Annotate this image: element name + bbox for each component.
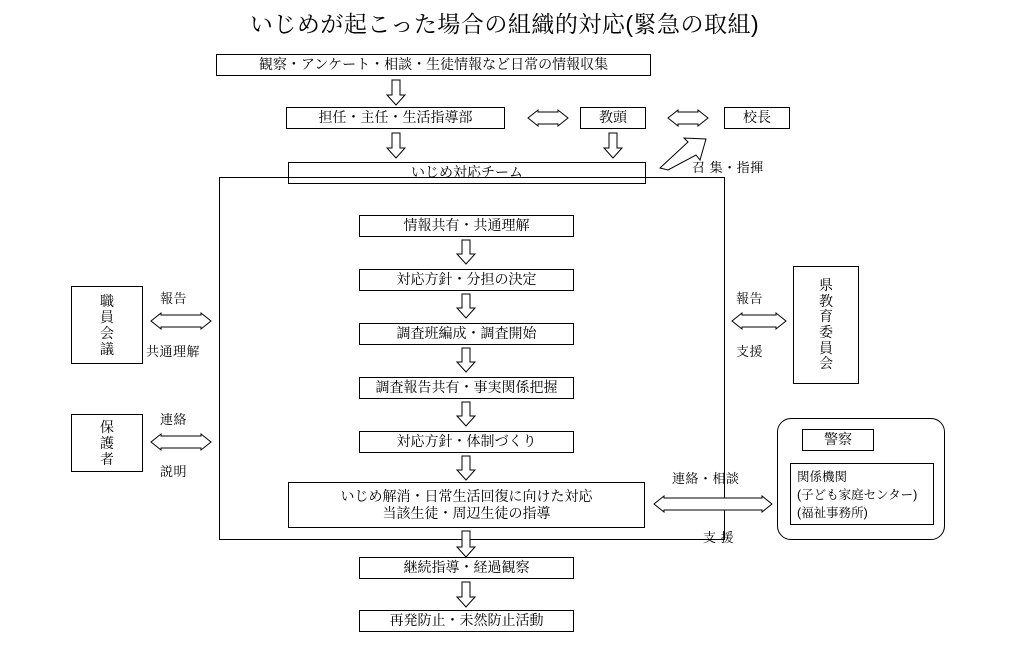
node-step4: 調査報告共有・事実関係把握 bbox=[359, 377, 574, 399]
node-staff-meeting bbox=[71, 286, 143, 364]
label-contact-consult: 連絡・相談 bbox=[672, 471, 740, 486]
staff-meeting-char-3: 議 bbox=[100, 341, 114, 358]
arrow-down-follow1-follow2 bbox=[456, 582, 476, 608]
arrow-both-homeroom-vice bbox=[527, 110, 569, 128]
node-step3: 調査班編成・調査開始 bbox=[359, 323, 574, 345]
arrow-down-vice-to-team bbox=[603, 133, 623, 159]
board-char-1: 教 bbox=[819, 292, 833, 309]
label-report-left: 報告 bbox=[160, 291, 188, 306]
arrow-down-homeroom-to-team bbox=[386, 133, 406, 159]
page-title: いじめが起こった場合の組織的対応(緊急の取組) bbox=[249, 11, 760, 37]
related-org-line1: 関係機関 bbox=[797, 470, 848, 484]
label-summon-command: 召 集・指揮 bbox=[692, 160, 764, 175]
arrow-down-info-to-homeroom bbox=[386, 80, 406, 106]
arrow-down-step1-step2 bbox=[456, 240, 476, 265]
label-report-right: 報告 bbox=[736, 291, 764, 306]
board-char-0: 県 bbox=[819, 276, 833, 293]
node-principal: 校長 bbox=[724, 107, 790, 129]
arrow-both-guardian bbox=[150, 434, 212, 452]
label-support-bottom: 支 援 bbox=[703, 530, 735, 545]
node-homeroom: 担任・主任・生活指導部 bbox=[286, 107, 505, 129]
label-contact: 連絡 bbox=[160, 412, 188, 427]
node-info-collect: 観察・アンケート・相談・生徒情報など日常の情報収集 bbox=[216, 54, 651, 76]
board-char-3: 委 bbox=[819, 324, 833, 340]
node-follow2: 再発防止・未然防止活動 bbox=[359, 610, 574, 632]
arrow-both-staff-meeting bbox=[150, 313, 212, 331]
node-step6 bbox=[288, 482, 645, 528]
node-police: 警察 bbox=[802, 429, 874, 451]
arrow-down-step3-step4 bbox=[456, 348, 476, 373]
arrow-down-step2-step3 bbox=[456, 294, 476, 319]
label-support-right: 支援 bbox=[736, 344, 764, 359]
staff-meeting-char-2: 会 bbox=[100, 325, 114, 341]
node-related-organizations bbox=[790, 463, 934, 525]
label-common-understanding: 共通理解 bbox=[146, 344, 201, 359]
arrow-down-step4-step5 bbox=[456, 402, 476, 427]
related-org-line2: (子ども家庭センター) bbox=[797, 488, 918, 503]
arrow-down-step5-step6 bbox=[456, 456, 476, 481]
staff-meeting-char-0: 職 bbox=[100, 292, 114, 309]
node-step2: 対応方針・分担の決定 bbox=[359, 269, 574, 291]
guardian-char-0: 保 bbox=[100, 418, 114, 435]
guardian-char-2: 者 bbox=[100, 451, 114, 468]
node-guardian bbox=[71, 414, 143, 472]
node-step5: 対応方針・体制づくり bbox=[359, 431, 574, 453]
arrow-both-vice-principal bbox=[667, 110, 709, 128]
node-follow1: 継続指導・経過観察 bbox=[359, 557, 574, 579]
node-step6-line1: いじめ解消・日常生活回復に向けた対応 bbox=[340, 487, 593, 504]
guardian-char-1: 護 bbox=[100, 434, 114, 451]
node-board-of-education bbox=[793, 266, 859, 384]
arrow-both-board-of-education bbox=[731, 313, 787, 331]
related-org-line3: (福祉事務所) bbox=[797, 506, 868, 521]
board-char-2: 育 bbox=[819, 308, 833, 325]
node-step1: 情報共有・共通理解 bbox=[359, 215, 574, 237]
node-vice-principal: 教頭 bbox=[580, 107, 646, 129]
arrow-down-step6-follow1 bbox=[456, 531, 476, 558]
node-step6-line2: 当該生徒・周辺生徒の指導 bbox=[382, 505, 551, 521]
board-char-4: 員 bbox=[819, 339, 833, 356]
label-explanation: 説明 bbox=[160, 464, 188, 479]
arrow-both-step6-agencies bbox=[653, 496, 773, 514]
board-char-5: 会 bbox=[819, 355, 833, 372]
node-team: いじめ対応チーム bbox=[288, 162, 646, 184]
staff-meeting-char-1: 員 bbox=[100, 308, 114, 325]
